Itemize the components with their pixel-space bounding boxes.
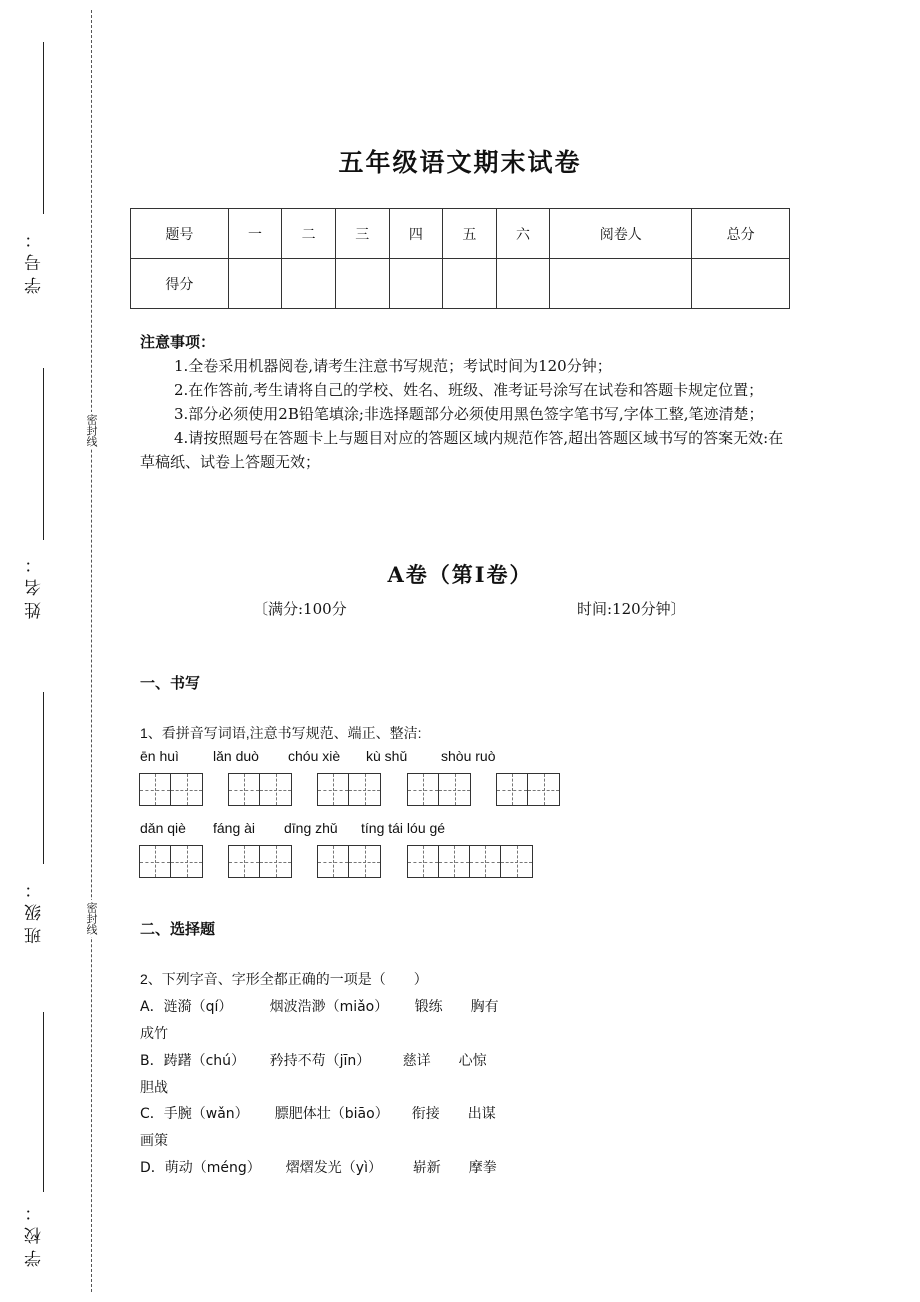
pinyin-label: dīng zhǔ — [284, 820, 338, 836]
option-part: 衔接 — [411, 1106, 440, 1122]
question-1: 1、看拼音写词语,注意书写规范、端正、整洁: — [140, 725, 422, 741]
table-cell: 总分 — [692, 209, 790, 259]
option-part: 膘肥体壮（biāo） — [274, 1106, 389, 1122]
seal-line-text: 密封线 — [85, 414, 98, 447]
writing-cell[interactable] — [408, 774, 439, 805]
pinyin-label: kù shǔ — [366, 748, 408, 764]
exam-time: 时间:120分钟〕 — [577, 600, 686, 618]
pinyin-label: tíng tái lóu gé — [361, 820, 446, 836]
option-wrap: 成竹 — [140, 1026, 168, 1042]
table-cell: 阅卷人 — [550, 209, 692, 259]
option-b[interactable] — [140, 1048, 487, 1102]
writing-cell[interactable] — [318, 846, 349, 877]
writing-grid[interactable] — [228, 773, 292, 806]
writing-cell[interactable] — [439, 846, 470, 877]
writing-grid[interactable] — [139, 773, 203, 806]
notice-block — [140, 330, 785, 474]
option-part: 手腕（wǎn） — [163, 1106, 249, 1122]
option-part: 崭新 — [412, 1160, 441, 1176]
name-line — [43, 368, 44, 540]
writing-cell[interactable] — [439, 774, 470, 805]
option-part: 踌躇（chú） — [163, 1053, 246, 1069]
writing-cell[interactable] — [260, 774, 291, 805]
option-part: 胸有 — [470, 999, 499, 1015]
notice-heading: 注意事项： — [140, 333, 216, 351]
notice-item: 4.请按照题号在答题卡上与题目对应的答题区域内规范作答,超出答题区域书写的答案无效:在草稿纸、试卷上答题无效； — [140, 429, 784, 471]
section-2-heading: 二、选择题 — [140, 920, 216, 938]
school-label: 学校： — [25, 1198, 45, 1267]
option-label: C． — [140, 1106, 164, 1122]
option-d[interactable] — [140, 1155, 497, 1182]
writing-grid[interactable] — [317, 845, 381, 878]
score-input-cell[interactable] — [692, 259, 790, 309]
writing-cell[interactable] — [470, 846, 501, 877]
score-input-cell[interactable] — [550, 259, 692, 309]
score-input-cell[interactable] — [335, 259, 389, 309]
score-table-header-row — [131, 209, 790, 259]
page-title: 五年级语文期末试卷 — [338, 148, 582, 177]
option-part: 萌动（méng） — [164, 1160, 261, 1176]
option-part: 锻练 — [414, 999, 443, 1015]
score-table-score-row — [131, 259, 790, 309]
seal-line-text: 密封线 — [85, 902, 98, 935]
table-cell: 题号 — [131, 209, 229, 259]
option-part: 烟波浩渺（miǎo） — [269, 999, 389, 1015]
table-cell: 一 — [228, 209, 282, 259]
writing-grid[interactable] — [228, 845, 292, 878]
table-cell: 得分 — [131, 259, 229, 309]
writing-grid[interactable] — [317, 773, 381, 806]
writing-grid[interactable] — [496, 773, 560, 806]
writing-cell[interactable] — [349, 846, 380, 877]
option-part: 心惊 — [458, 1053, 487, 1069]
writing-cell[interactable] — [497, 774, 528, 805]
binding-dashed-line — [91, 10, 92, 1292]
full-score: 〔满分:100分 — [253, 600, 347, 618]
student-id-line — [43, 42, 44, 214]
option-part: 出谋 — [467, 1106, 496, 1122]
table-cell: 五 — [443, 209, 497, 259]
score-table — [130, 208, 790, 309]
table-cell: 三 — [335, 209, 389, 259]
option-part: 摩拳 — [468, 1160, 497, 1176]
writing-cell[interactable] — [171, 846, 202, 877]
pinyin-label: ēn huì — [140, 748, 179, 764]
option-part: 慈详 — [402, 1053, 431, 1069]
paper-a-title: A卷（第I卷） — [387, 562, 533, 587]
writing-cell[interactable] — [349, 774, 380, 805]
pinyin-label: lǎn duò — [213, 748, 259, 764]
table-cell: 六 — [496, 209, 550, 259]
pinyin-label: chóu xiè — [288, 748, 341, 764]
score-input-cell[interactable] — [443, 259, 497, 309]
score-input-cell[interactable] — [282, 259, 336, 309]
option-part: 涟漪（qí） — [163, 999, 233, 1015]
student-id-label: 学号： — [25, 225, 45, 294]
writing-cell[interactable] — [229, 846, 260, 877]
pinyin-label: shòu ruò — [441, 748, 496, 764]
table-cell: 二 — [282, 209, 336, 259]
option-label: B． — [140, 1053, 164, 1069]
option-part: 熠熠发光（yì） — [285, 1160, 382, 1176]
score-input-cell[interactable] — [228, 259, 282, 309]
class-line — [43, 692, 44, 864]
score-input-cell[interactable] — [389, 259, 443, 309]
pinyin-label: dǎn qiè — [140, 820, 186, 836]
option-label: A． — [140, 999, 164, 1015]
pinyin-label: fáng ài — [213, 820, 256, 836]
section-1-heading: 一、书写 — [140, 674, 201, 692]
notice-item: 2.在作答前,考生请将自己的学校、姓名、班级、准考证号涂写在试卷和答题卡规定位置； — [174, 381, 764, 399]
table-cell: 四 — [389, 209, 443, 259]
writing-cell[interactable] — [318, 774, 349, 805]
writing-cell[interactable] — [140, 846, 171, 877]
notice-item: 3.部分必须使用2B铅笔填涂;非选择题部分必须使用黑色签字笔书写,字体工整,笔迹清楚； — [174, 405, 764, 423]
option-part: 矜持不苟（jīn） — [269, 1053, 371, 1069]
writing-cell[interactable] — [501, 846, 532, 877]
writing-grid[interactable] — [407, 845, 533, 878]
school-line — [43, 1012, 44, 1192]
writing-cell[interactable] — [140, 774, 171, 805]
writing-cell[interactable] — [408, 846, 439, 877]
name-label: 姓名： — [25, 550, 45, 619]
writing-grid[interactable] — [139, 845, 203, 878]
option-a[interactable] — [140, 994, 499, 1048]
question-2: 2、下列字音、字形全都正确的一项是（ ） — [140, 971, 428, 987]
option-wrap: 画策 — [140, 1133, 168, 1149]
score-input-cell[interactable] — [496, 259, 550, 309]
writing-cell[interactable] — [229, 774, 260, 805]
writing-cell[interactable] — [260, 846, 291, 877]
writing-grid[interactable] — [407, 773, 471, 806]
class-label: 班级： — [25, 875, 45, 944]
option-wrap: 胆战 — [140, 1080, 168, 1096]
writing-cell[interactable] — [528, 774, 559, 805]
notice-item: 1.全卷采用机器阅卷,请考生注意书写规范；考试时间为120分钟； — [174, 357, 612, 375]
option-label: D． — [140, 1160, 165, 1176]
writing-cell[interactable] — [171, 774, 202, 805]
option-c[interactable] — [140, 1101, 496, 1155]
